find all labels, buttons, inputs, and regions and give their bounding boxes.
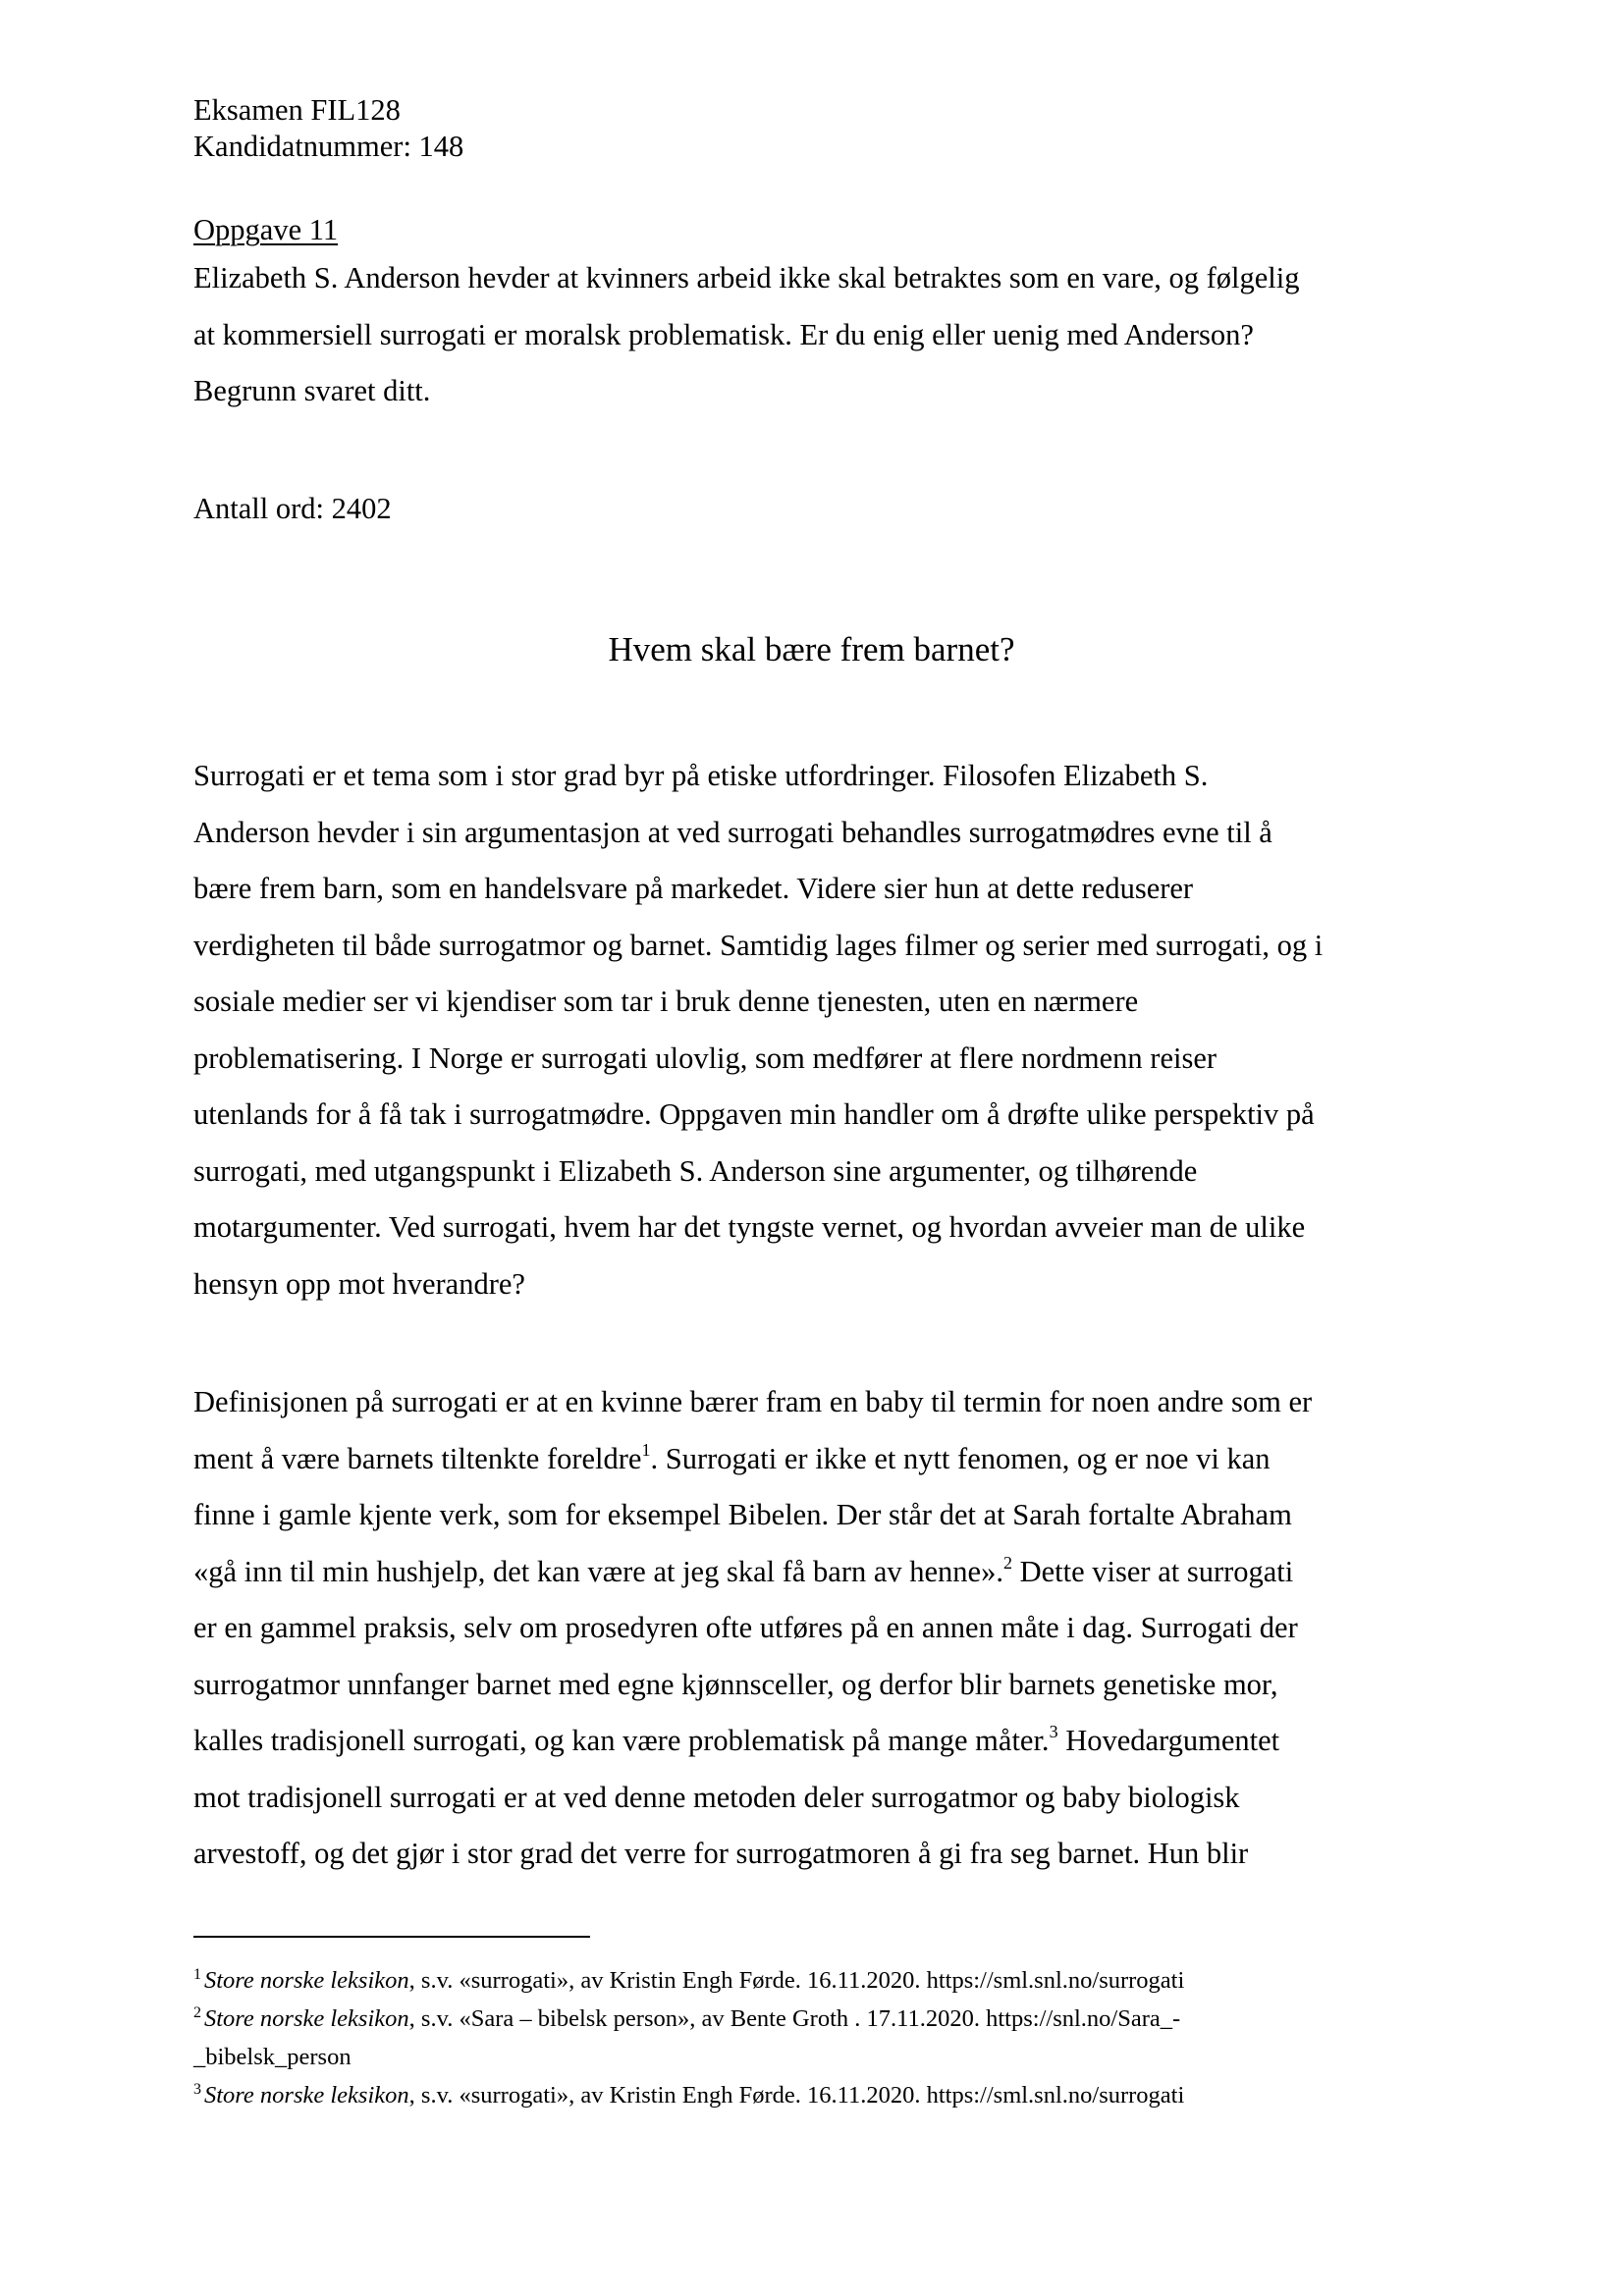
body-line: Anderson hevder i sin argumentasjon at ved surrogati behandles surrogatmødres evne til å [193,815,1272,849]
task-section [193,212,1440,420]
body-line: Definisjonen på surrogati er at en kvinne bærer fram en baby til termin for noen andre som er [193,1385,1313,1418]
body-line: mot tradisjonell surrogati er at ved denne metoden deler surrogatmor og baby biologisk [193,1780,1240,1814]
footnote-link[interactable]: https://snl.no/Sara_- [986,2005,1181,2032]
task-question [193,250,1440,420]
footnote-link[interactable]: https://sml.snl.no/surrogati [926,2082,1185,2109]
footnote-source: Store norske leksikon [204,1967,409,1994]
body-text: ment å være barnets tiltenkte foreldre [193,1441,642,1475]
body-line: utenlands for å få tak i surrogatmødre. Oppgaven min handler om å drøfte ulike perspektiv på [193,1097,1315,1131]
footnote-2-continued [193,2038,1440,2076]
footnote-1 [193,1961,1440,2000]
body-text: «gå inn til min hushjelp, det kan være at jeg skal få barn av henne». [193,1554,1003,1588]
footnote-text: , s.v. «surrogati», av Kristin Engh Førde. 16.11.2020. [408,1967,927,1994]
candidate-number: Kandidatnummer: 148 [193,130,464,163]
body-line: er en gammel praksis, selv om prosedyren ofte utføres på en annen måte i dag. Surrogati der [193,1611,1298,1644]
footnote-number: 1 [193,1966,201,1983]
body-paragraph-1 [193,748,1460,1312]
exam-code: Eksamen FIL128 [193,93,401,127]
body-line: bære frem barn, som en handelsvare på markedet. Videre sier hun at dette reduserer [193,872,1194,905]
task-question-line: at kommersiell surrogati er moralsk problematisk. Er du enig eller uenig med Anderson? [193,317,1254,351]
body-text: Dette viser at surrogati [1011,1554,1294,1588]
body-line: problematisering. I Norge er surrogati ulovlig, som medfører at flere nordmenn reiser [193,1041,1217,1075]
footnote-source: Store norske leksikon [204,2082,409,2109]
footnote-source: Store norske leksikon [204,2005,409,2032]
footnote-separator [193,1936,590,1938]
body-line: motargumenter. Ved surrogati, hvem har det tyngste vernet, og hvordan avveier man de ulike [193,1210,1306,1244]
word-count: Antall ord: 2402 [193,492,392,525]
footnote-reference[interactable]: 3 [1049,1722,1058,1741]
footnotes [193,1961,1440,2114]
task-label: Oppgave 11 [193,213,339,246]
footnote-text: , s.v. «surrogati», av Kristin Engh Førde. 16.11.2020. [408,2082,927,2109]
exam-header [193,92,1440,165]
body-line: verdigheten til både surrogatmor og barnet. Samtidig lages filmer og serier med surrogati, og i [193,928,1324,962]
body-line: sosiale medier ser vi kjendiser som tar i bruk denne tjenesten, uten en nærmere [193,985,1139,1018]
footnote-2 [193,2000,1440,2038]
footnote-number: 2 [193,2004,201,2021]
body-line: Surrogati er et tema som i stor grad byr på etiske utfordringer. Filosofen Elizabeth S. [193,759,1209,792]
body-paragraph-2 [193,1374,1460,1883]
footnote-3 [193,2076,1440,2114]
footnote-number: 3 [193,2081,201,2098]
footnote-link[interactable]: https://sml.snl.no/surrogati [926,1967,1185,1994]
body-line [193,1713,1460,1770]
footnote-reference[interactable]: 2 [1002,1552,1012,1573]
body-line: arvestoff, og det gjør i stor grad det verre for surrogatmoren å gi fra seg barnet. Hun blir [193,1837,1249,1870]
body-line [193,1544,1460,1601]
body-line: surrogati, med utgangspunkt i Elizabeth S. Anderson sine argumenter, og tilhørende [193,1153,1198,1188]
body-line: hensyn opp mot hverandre? [193,1266,525,1301]
task-question-line: Elizabeth S. Anderson hevder at kvinners arbeid ikke skal betraktes som en vare, og følgelig [193,261,1300,294]
essay-title: Hvem skal bære frem barnet? [608,630,1015,668]
footnote-text: , s.v. «Sara – bibelsk person», av Bente Groth . 17.11.2020. [408,2005,987,2032]
footnote-link-continued[interactable]: _bibelsk_person [193,2044,352,2070]
task-question-line: Begrunn svaret ditt. [193,374,431,407]
body-text: kalles tradisjonell surrogati, og kan være problematisk på mange måter. [193,1724,1050,1757]
body-line: surrogatmor unnfanger barnet med egne kjønnsceller, og derfor blir barnets genetiske mor, [193,1667,1278,1701]
body-line [193,1431,1460,1488]
body-line: finne i gamle kjente verk, som for eksempel Bibelen. Der står det at Sarah fortalte Abraham [193,1498,1292,1531]
footnote-reference[interactable]: 1 [641,1439,651,1460]
body-text: Hovedargumentet [1057,1724,1280,1757]
body-text: . Surrogati er ikke et nytt fenomen, og er noe vi kan [650,1441,1271,1475]
